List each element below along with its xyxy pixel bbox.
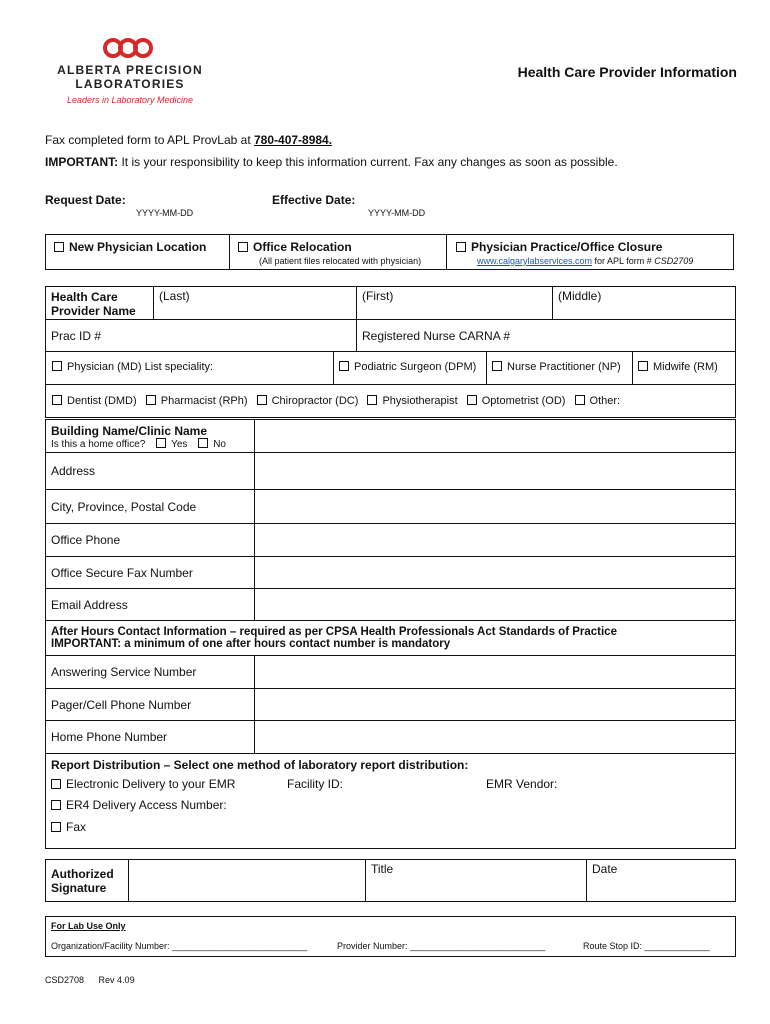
type-pharmacist[interactable] — [146, 395, 248, 407]
home-office-question — [51, 438, 249, 450]
divider — [333, 352, 334, 384]
closure-option[interactable] — [456, 240, 662, 254]
last-name-field[interactable] — [154, 287, 357, 320]
footer — [45, 975, 135, 985]
carna-label: Registered Nurse CARNA # — [362, 328, 511, 343]
after-hours-important: IMPORTANT: a minimum of one after hours contact number is mandatory — [51, 638, 451, 650]
type-midwife[interactable] — [638, 361, 718, 373]
yes-label: Yes — [171, 438, 188, 450]
change-type-box — [45, 234, 734, 270]
closure-note-text: for APL form # — [592, 256, 655, 266]
after-hours-header — [46, 621, 736, 656]
title-label: Title — [371, 862, 394, 876]
closure-checkbox[interactable] — [456, 242, 466, 252]
relocation-option[interactable] — [238, 240, 352, 254]
physiotherapist-checkbox[interactable] — [367, 395, 377, 405]
divider — [632, 352, 633, 384]
fax-number: 780-407-8984. — [254, 133, 333, 147]
provider-type-row-2 — [46, 385, 736, 418]
after-hours-heading: After Hours Contact Information – required as per CPSA Health Professionals Act Standards of Practice — [51, 626, 617, 638]
new-location-checkbox[interactable] — [54, 242, 64, 252]
office-phone-input[interactable] — [255, 524, 736, 557]
divider — [229, 235, 230, 269]
fax-label: Fax — [66, 820, 87, 834]
type-other[interactable] — [575, 395, 621, 407]
date-label: Date — [592, 862, 618, 876]
calgary-lab-link[interactable]: www.calgarylabservices.com — [477, 256, 593, 266]
pharmacist-label: Pharmacist (RPh) — [160, 395, 248, 407]
address-label: Address — [46, 453, 255, 490]
no-checkbox[interactable] — [198, 438, 208, 448]
np-checkbox[interactable] — [492, 361, 502, 371]
logo-rings-icon — [50, 36, 210, 60]
request-date-format: YYYY-MM-DD — [136, 208, 194, 218]
pharmacist-checkbox[interactable] — [146, 395, 156, 405]
carna-field[interactable] — [357, 320, 736, 352]
dentist-label: Dentist (DMD) — [67, 395, 137, 407]
apl-logo — [50, 36, 210, 111]
no-label: No — [213, 438, 226, 450]
optometrist-label: Optometrist (OD) — [481, 395, 566, 407]
middle-name-field[interactable] — [553, 287, 736, 320]
er4-option[interactable] — [51, 798, 730, 820]
emr-label: Electronic Delivery to your EMR — [66, 777, 236, 791]
fax-option[interactable] — [51, 820, 730, 840]
fax-checkbox[interactable] — [51, 822, 61, 832]
closure-note — [477, 256, 693, 266]
city-input[interactable] — [255, 490, 736, 524]
closure-label: Physician Practice/Office Closure — [471, 240, 663, 254]
middle-name-label: (Middle) — [558, 289, 602, 303]
type-dentist[interactable] — [52, 395, 137, 407]
provider-type-row-1 — [46, 352, 736, 385]
signature-label: Authorized Signature — [46, 860, 129, 902]
type-physiotherapist[interactable] — [367, 395, 457, 407]
midwife-checkbox[interactable] — [638, 361, 648, 371]
other-label: Other: — [589, 395, 621, 407]
lab-use-box — [45, 916, 736, 957]
revision: Rev 4.09 — [98, 975, 135, 985]
prac-id-field[interactable] — [46, 320, 357, 352]
last-name-label: (Last) — [159, 289, 190, 303]
building-input[interactable] — [255, 420, 736, 453]
pager-input[interactable] — [255, 689, 736, 721]
podiatric-label: Podiatric Surgeon (DPM) — [354, 361, 477, 373]
email-input[interactable] — [255, 589, 736, 621]
answering-label: Answering Service Number — [46, 656, 255, 689]
fax-instruction-text: Fax completed form to APL ProvLab at — [45, 133, 254, 147]
building-label-cell — [46, 420, 255, 453]
np-label: Nurse Practitioner (NP) — [507, 361, 621, 373]
request-date-label[interactable]: Request Date: — [45, 193, 126, 207]
address-input[interactable] — [255, 453, 736, 490]
effective-date-format: YYYY-MM-DD — [368, 208, 426, 218]
new-location-option[interactable] — [54, 240, 206, 254]
lab-use-heading: For Lab Use Only — [51, 921, 126, 931]
facility-id-label[interactable]: Facility ID: — [287, 777, 344, 791]
email-label: Email Address — [46, 589, 255, 621]
er4-checkbox[interactable] — [51, 800, 61, 810]
office-fax-label: Office Secure Fax Number — [46, 557, 255, 589]
physician-checkbox[interactable] — [52, 361, 62, 371]
effective-date-label[interactable]: Effective Date: — [272, 193, 356, 207]
city-label: City, Province, Postal Code — [46, 490, 255, 524]
optometrist-checkbox[interactable] — [467, 395, 477, 405]
first-name-field[interactable] — [357, 287, 553, 320]
provider-name-label: Health Care Provider Name — [46, 287, 154, 320]
fax-instruction — [45, 133, 332, 147]
office-table — [45, 419, 736, 849]
home-phone-label: Home Phone Number — [46, 721, 255, 754]
type-podiatric[interactable] — [339, 361, 476, 373]
home-phone-input[interactable] — [255, 721, 736, 754]
title-field[interactable] — [366, 860, 587, 902]
yes-checkbox[interactable] — [156, 438, 166, 448]
signature-input[interactable] — [129, 860, 366, 902]
relocation-label: Office Relocation — [253, 240, 352, 254]
pager-label: Pager/Cell Phone Number — [46, 689, 255, 721]
important-text: It is your responsibility to keep this information current. Fax any changes as soon as possible. — [118, 155, 618, 169]
other-checkbox[interactable] — [575, 395, 585, 405]
important-note — [45, 155, 618, 169]
signature-table — [45, 859, 736, 902]
office-fax-input[interactable] — [255, 557, 736, 589]
emr-row — [51, 776, 730, 798]
home-office-yes[interactable] — [156, 439, 187, 450]
distribution-heading: Report Distribution – Select one method of laboratory report distribution: — [51, 758, 469, 772]
org-tagline: Leaders in Laboratory Medicine — [66, 95, 194, 105]
provider-number-field[interactable]: Provider Number: ___________________________ — [337, 941, 546, 951]
route-stop-field[interactable]: Route Stop ID: _____________ — [583, 941, 710, 951]
home-office-label: Is this a home office? — [51, 438, 146, 450]
physician-label: Physician (MD) List speciality: — [67, 361, 214, 373]
home-office-no[interactable] — [198, 439, 226, 450]
closure-form-number: CSD2709 — [654, 256, 694, 266]
type-np[interactable] — [492, 361, 621, 373]
office-phone-label: Office Phone — [46, 524, 255, 557]
provider-table — [45, 286, 736, 418]
type-optometrist[interactable] — [467, 395, 566, 407]
dentist-checkbox[interactable] — [52, 395, 62, 405]
prac-id-label: Prac ID # — [51, 328, 102, 343]
relocation-checkbox[interactable] — [238, 242, 248, 252]
midwife-label: Midwife (RM) — [653, 361, 718, 373]
important-label: IMPORTANT: — [45, 155, 119, 169]
emr-checkbox[interactable] — [51, 779, 61, 789]
date-field[interactable] — [587, 860, 736, 902]
org-number-field[interactable]: Organization/Facility Number: ___________________________ — [51, 941, 308, 951]
type-chiropractor[interactable] — [257, 395, 359, 407]
chiropractor-checkbox[interactable] — [257, 395, 267, 405]
org-name-line2: LABORATORIES — [75, 77, 185, 91]
emr-option[interactable] — [51, 777, 235, 791]
org-name-line1: ALBERTA PRECISION — [57, 63, 203, 77]
new-location-label: New Physician Location — [69, 240, 207, 254]
building-label: Building Name/Clinic Name — [51, 423, 208, 438]
chiropractor-label: Chiropractor (DC) — [271, 395, 359, 407]
form-code: CSD2708 — [45, 975, 85, 985]
first-name-label: (First) — [362, 289, 394, 303]
er4-label: ER4 Delivery Access Number: — [66, 798, 227, 812]
form-title: Health Care Provider Information — [517, 64, 737, 80]
answering-input[interactable] — [255, 656, 736, 689]
physiotherapist-label: Physiotherapist — [382, 395, 458, 407]
relocation-note: (All patient files relocated with physician) — [259, 256, 422, 266]
type-physician[interactable] — [52, 361, 213, 373]
emr-vendor-label[interactable]: EMR Vendor: — [486, 777, 558, 791]
podiatric-checkbox[interactable] — [339, 361, 349, 371]
distribution-cell — [46, 754, 736, 849]
divider — [486, 352, 487, 384]
divider — [446, 235, 447, 269]
